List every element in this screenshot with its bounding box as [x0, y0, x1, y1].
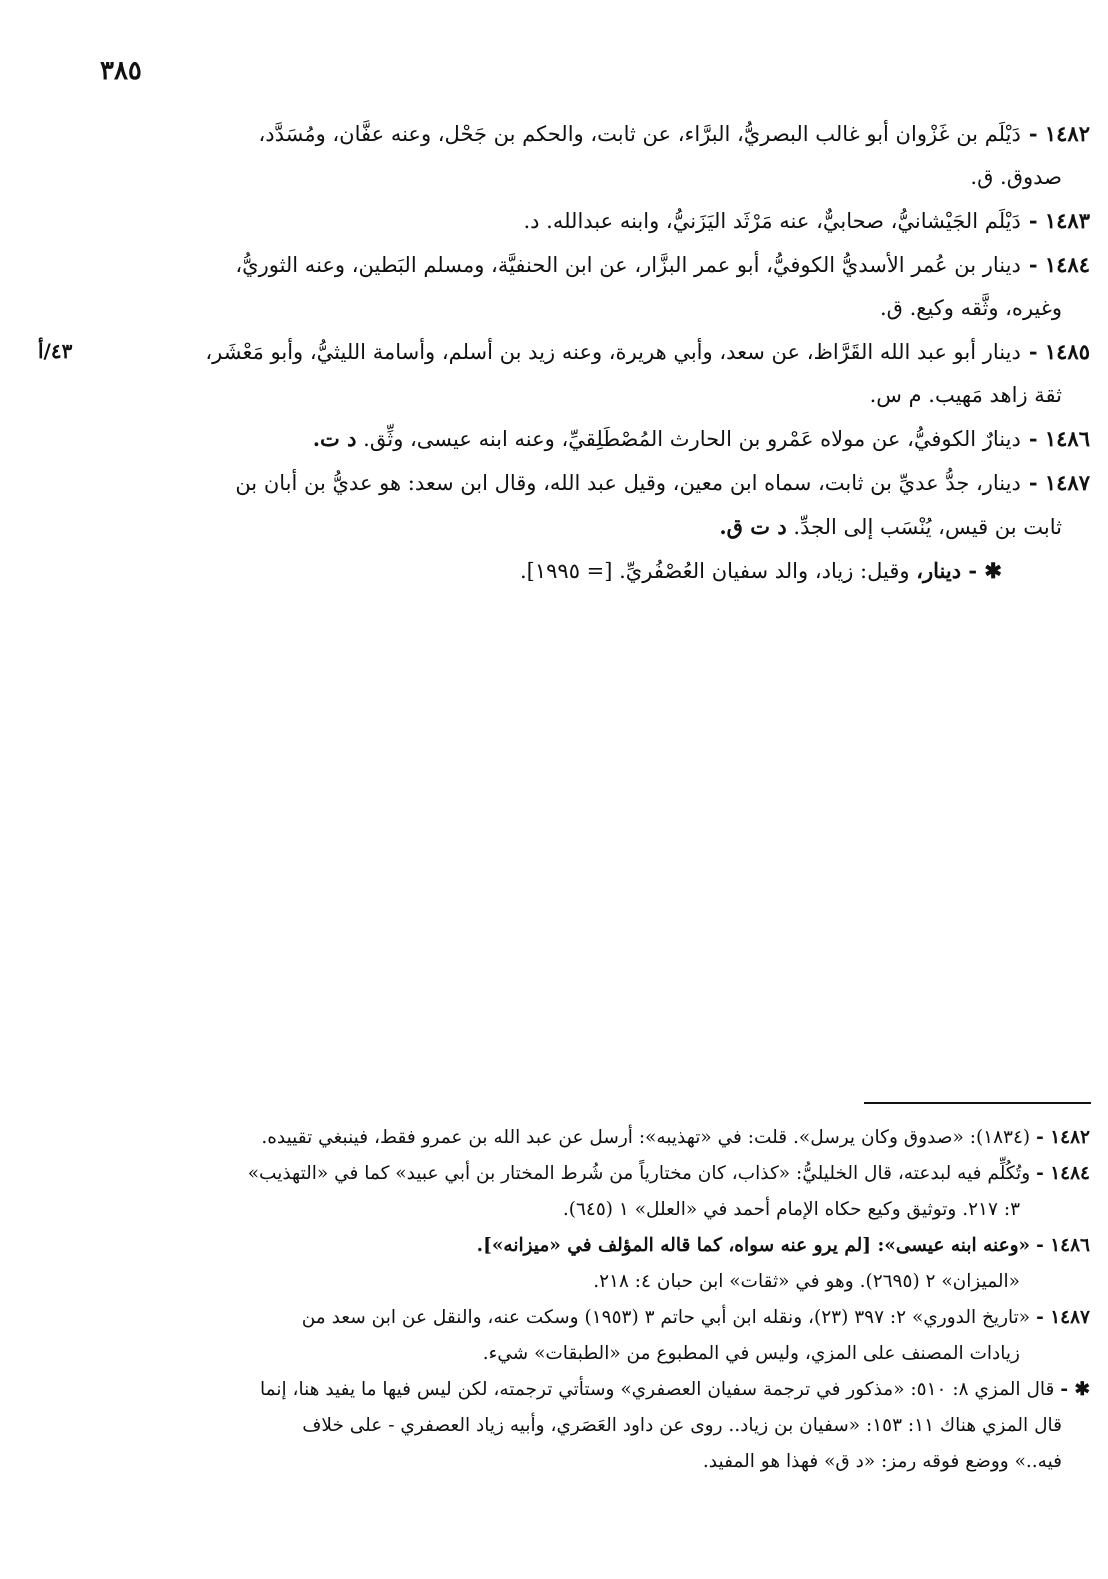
page-number: ٣٨٥	[100, 56, 142, 86]
star-entry	[100, 549, 1090, 593]
entry-text: دينار بن عُمر الأسديُّ الكوفيُّ، أبو عمر البزَّار، عن ابن الحنفيَّة، ومسلم البَطين، وعنه الثوريُّ،	[235, 253, 1021, 277]
entry-continuation: وغيره، وثَّقه وكيع. ق.	[879, 296, 1062, 320]
main-text	[38, 112, 1090, 593]
entry-number: ١٤٨٤ -	[1028, 252, 1090, 277]
footnote-continuation: ٣: ٢١٧. وتوثيق وكيع حكاه الإمام أحمد في «العلل» ١ (٦٤٥).	[562, 1199, 1020, 1220]
footnote-number: ✱ -	[1060, 1379, 1090, 1400]
entry-text: دينار أبو عبد الله القَرَّاظ، عن سعد، وأبي هريرة، وعنه زيد بن أسلم، وأسامة الليثيُّ، وأبو مَعْشَر،	[205, 340, 1021, 364]
entry-number: ١٤٨٥ -	[1028, 339, 1090, 364]
manuscript-folio-marker: ٤٣/أ	[38, 339, 73, 363]
entry-text: دينارٌ الكوفيُّ، عن مولاه عَمْرو بن الحارث المُصْطَلِقيِّ، وعنه ابنه عيسى، وثِّق.	[363, 427, 1021, 451]
footnote-text: (١٨٣٤): «صدوق وكان يرسل». قلت: في «تهذيبه»: أرسل عن عبد الله بن عمرو فقط، فينبغي تقييده.	[261, 1127, 1031, 1148]
entry-1482	[100, 112, 1090, 199]
footnote-text: قال المزي ٨: ٥١٠: «مذكور في ترجمة سفيان العصفري» وستأتي ترجمته، لكن ليس فيها ما يفيد هنا، إنما	[259, 1379, 1055, 1400]
entry-text: دَيْلَم الجَيْشانيُّ، صحابيٌّ، عنه مَرْثَد اليَزَنيُّ، وابنه عبدالله. د.	[523, 209, 1021, 233]
footnote-1486	[100, 1228, 1090, 1300]
entry-1484	[100, 243, 1090, 330]
star-entry-text: وقيل: زياد، والد سفيان العُصْفُريِّ. [= ١٩٩٥].	[519, 559, 910, 583]
entry-number: ١٤٨٣ -	[1028, 208, 1090, 233]
entry-continuation: ثقة زاهد مَهيب. م س.	[869, 383, 1062, 407]
footnote-number: ١٤٨٦ -	[1036, 1235, 1090, 1256]
footnote-text: «تاريخ الدوري» ٢: ٣٩٧ (٢٣)، ونقله ابن أبي حاتم ٣ (١٩٥٣) وسكت عنه، والنقل عن ابن سعد من	[301, 1307, 1031, 1328]
entry-number: ١٤٨٧ -	[1028, 470, 1090, 495]
footnotes	[100, 1120, 1090, 1480]
entry-code: د ت.	[312, 426, 357, 451]
footnote-continuation: قال المزي هناك ١١: ١٥٣: «سفيان بن زياد.. روى عن داود العَصَري، وأبيه زياد العصفري - على خلاف	[302, 1415, 1062, 1436]
footnote-1487	[100, 1300, 1090, 1372]
footnote-continuation: زيادات المصنف على المزي، وليس في المطبوع من «الطبقات» شيء.	[482, 1343, 1020, 1364]
footnote-number: ١٤٨٧ -	[1036, 1307, 1090, 1328]
star-entry-lead: ✱ - دينار،	[916, 558, 1002, 583]
entry-text: دَيْلَم بن غَزْوان أبو غالب البصريُّ، البرَّاء، عن ثابت، والحكم بن جَحْل، وعنه عفَّان، ومُسَدَّد،	[258, 122, 1021, 146]
entry-continuation	[100, 505, 1090, 549]
footnote-star	[100, 1372, 1090, 1480]
footnote-1482	[100, 1120, 1090, 1156]
entry-1483	[100, 199, 1090, 243]
entry-1486	[100, 417, 1090, 461]
footnote-1484	[100, 1156, 1090, 1228]
footnote-number: ١٤٨٢ -	[1036, 1127, 1090, 1148]
footnote-number: ١٤٨٤ -	[1036, 1163, 1090, 1184]
entry-1487	[100, 461, 1090, 549]
entry-continuation-text: ثابت بن قيس، يُنْسَب إلى الجدِّ.	[793, 515, 1062, 539]
entry-text: دينار، جدُّ عديِّ بن ثابت، سماه ابن معين، وقيل عبد الله، وقال ابن سعد: هو عديُّ بن أبان بن	[235, 471, 1021, 495]
footnote-divider	[864, 1102, 1091, 1104]
footnote-continuation: «الميزان» ٢ (٢٦٩٥). وهو في «ثقات» ابن حبان ٤: ٢١٨.	[593, 1271, 1020, 1292]
footnote-text: «وعنه ابنه عيسى»: [لم يرو عنه سواه، كما قاله المؤلف في «ميزانه»].	[476, 1235, 1031, 1256]
footnote-continuation-2: فيه..» ووضع فوقه رمز: «د ق» فهذا هو المفيد.	[702, 1451, 1062, 1472]
entry-code: د ت ق.	[719, 514, 787, 539]
entry-continuation: صدوق. ق.	[970, 165, 1062, 189]
entry-number: ١٤٨٢ -	[1028, 121, 1090, 146]
entry-1485	[38, 330, 1090, 417]
entry-number: ١٤٨٦ -	[1028, 426, 1090, 451]
footnote-text: وتُكُلِّم فيه لبدعته، قال الخليليُّ: «كذاب، كان مختارياً من شُرط المختار بن أبي عبيد» كما في «التهذيب»	[247, 1163, 1031, 1184]
